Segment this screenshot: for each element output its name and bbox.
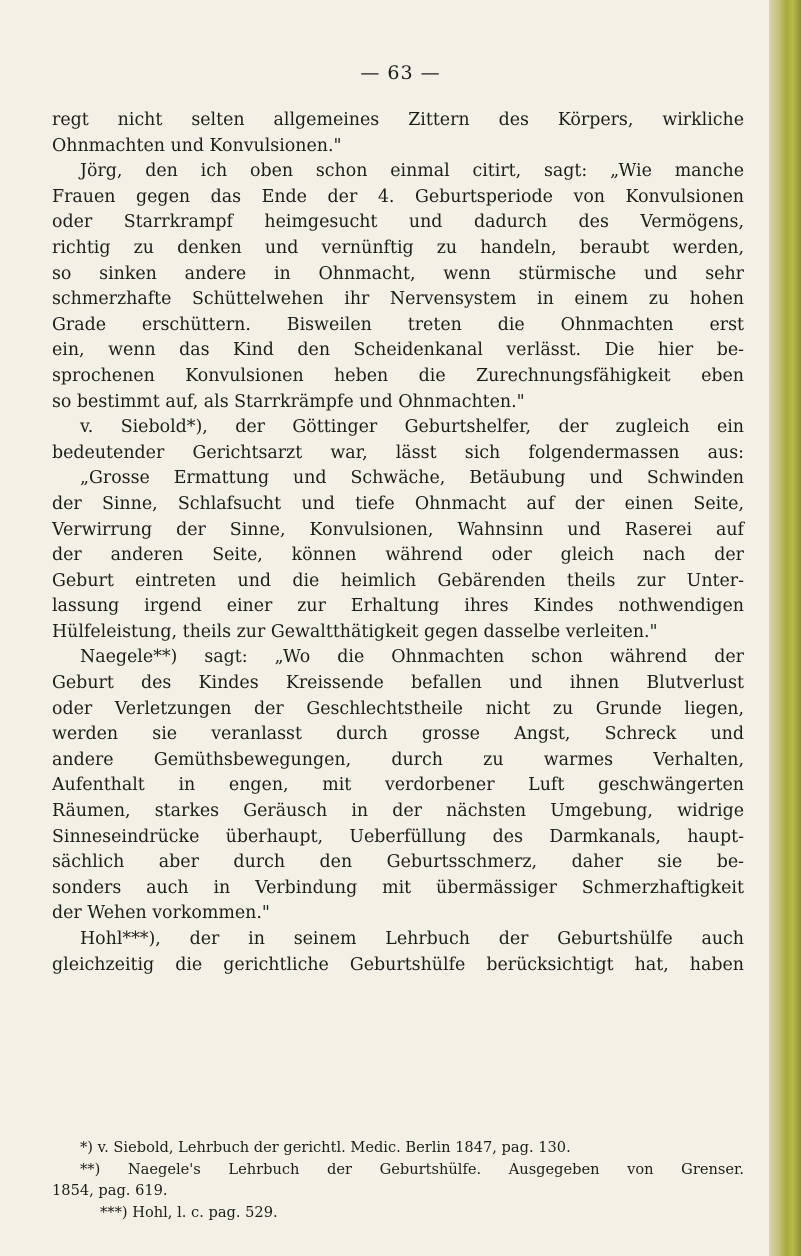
text-line: richtig zu denken und vernünftig zu handeln, beraubt werden, bbox=[52, 237, 744, 258]
footnote: **) Naegele's Lehrbuch der Geburtshülfe. Ausgegeben von Grenser. bbox=[80, 1160, 744, 1178]
text-line: so sinken andere in Ohnmacht, wenn stürmische und sehr bbox=[52, 263, 744, 284]
text-line: ein, wenn das Kind den Scheidenkanal verlässt. Die hier be- bbox=[52, 340, 744, 361]
text-line: der Wehen vorkommen." bbox=[52, 903, 270, 924]
footnotes bbox=[52, 1137, 744, 1223]
text-line: schmerzhafte Schüttelwehen ihr Nervensystem in einem zu hohen bbox=[52, 289, 744, 310]
text-line: Verwirrung der Sinne, Konvulsionen, Wahnsinn und Raserei auf bbox=[52, 519, 744, 540]
text-line: Räumen, starkes Geräusch in der nächsten Umgebung, widrige bbox=[52, 801, 744, 822]
text-line: werden sie veranlasst durch grosse Angst, Schreck und bbox=[52, 724, 744, 745]
text-line: Hohl***), der in seinem Lehrbuch der Geburtshülfe auch bbox=[80, 929, 744, 949]
text-line: oder Starrkrampf heimgesucht und dadurch des Vermögens, bbox=[52, 212, 744, 233]
text-line: Jörg, den ich oben schon einmal citirt, sagt: „Wie manche bbox=[80, 161, 744, 182]
footnote: *) v. Siebold, Lehrbuch der gerichtl. Medic. Berlin 1847, pag. 130. bbox=[80, 1139, 571, 1156]
text-line: v. Siebold*), der Göttinger Geburtshelfer, der zugleich ein bbox=[80, 417, 744, 438]
text-line: so bestimmt auf, als Starrkrämpfe und Ohnmachten." bbox=[52, 391, 525, 412]
text-line: sprochenen Konvulsionen heben die Zurechnungsfähigkeit eben bbox=[52, 365, 744, 386]
text-line: Sinneseindrücke überhaupt, Ueberfüllung des Darmkanals, haupt- bbox=[52, 826, 744, 847]
text-line: sächlich aber durch den Geburtsschmerz, daher sie be- bbox=[52, 852, 744, 873]
text-line: der Sinne, Schlafsucht und tiefe Ohnmacht auf der einen Seite, bbox=[52, 493, 744, 514]
text-line: sonders auch in Verbindung mit übermässiger Schmerzhaftigkeit bbox=[52, 877, 744, 898]
footnote-continuation: 1854, pag. 619. bbox=[52, 1182, 168, 1199]
text-line: Naegele**) sagt: „Wo die Ohnmachten schon während der bbox=[80, 647, 744, 668]
body-text bbox=[52, 108, 744, 978]
page-number: — 63 — bbox=[360, 62, 441, 84]
text-line: lassung irgend einer zur Erhaltung ihres Kindes nothwendigen bbox=[52, 596, 744, 617]
text-line: Geburt des Kindes Kreissende befallen und ihnen Blutverlust bbox=[52, 673, 744, 694]
text-line: gleichzeitig die gerichtliche Geburtshülfe berücksichtigt hat, haben bbox=[52, 954, 744, 975]
text-line: Grade erschüttern. Bisweilen treten die Ohnmachten erst bbox=[52, 314, 744, 335]
text-line: bedeutender Gerichtsarzt war, lässt sich folgendermassen aus: bbox=[52, 442, 744, 463]
text-line: regt nicht selten allgemeines Zittern des Körpers, wirkliche bbox=[52, 110, 744, 130]
text-line: oder Verletzungen der Geschlechtstheile nicht zu Grunde liegen, bbox=[52, 698, 744, 719]
text-line: Ohnmachten und Konvulsionen." bbox=[52, 135, 342, 156]
text-line: Aufenthalt in engen, mit verdorbener Luft geschwängerten bbox=[52, 775, 744, 796]
text-line: der anderen Seite, können während oder gleich nach der bbox=[52, 545, 744, 566]
text-line: Hülfeleistung, theils zur Gewaltthätigkeit gegen dasselbe verleiten." bbox=[52, 621, 658, 642]
footnote: ***) Hohl, l. c. pag. 529. bbox=[100, 1203, 278, 1221]
text-line: andere Gemüthsbewegungen, durch zu warmes Verhalten, bbox=[52, 749, 744, 770]
text-line: Frauen gegen das Ende der 4. Geburtsperiode von Konvulsionen bbox=[52, 186, 744, 207]
text-line: Geburt eintreten und die heimlich Gebärenden theils zur Unter- bbox=[52, 570, 744, 591]
text-line: „Grosse Ermattung und Schwäche, Betäubung und Schwinden bbox=[80, 468, 744, 489]
book-edge bbox=[769, 0, 801, 1256]
